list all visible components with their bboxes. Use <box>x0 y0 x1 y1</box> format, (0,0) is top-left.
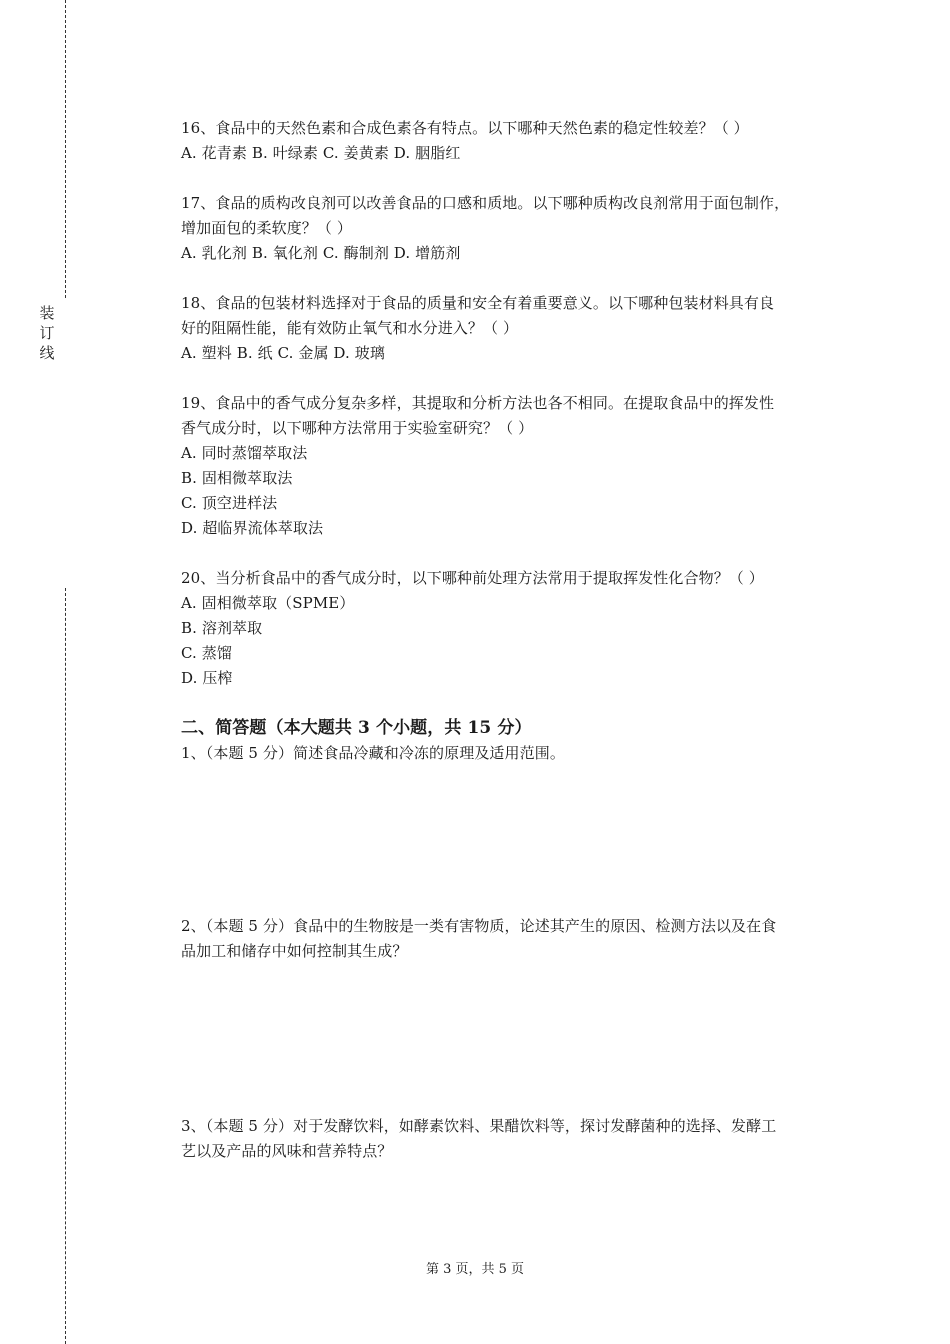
page-number: 第 3 页，共 5 页 <box>425 1262 525 1277</box>
question-20-option-d: D. 压榨 <box>181 669 233 687</box>
question-19-text-line2: 香气成分时，以下哪种方法常用于实验室研究？（ ） <box>181 419 534 437</box>
question-18-text-line1: 18、食品的包装材料选择对于食品的质量和安全有着重要意义。以下哪种包装材料具有良 <box>181 294 775 312</box>
binding-dashed-line-bottom <box>65 588 66 1344</box>
question-18-text-line2: 好的阻隔性能，能有效防止氧气和水分进入？（ ） <box>181 319 519 337</box>
question-20-option-c: C. 蒸馏 <box>181 644 232 662</box>
binding-label-char: 订 <box>39 324 55 342</box>
short-answer-3-line2: 艺以及产品的风味和营养特点？ <box>181 1142 393 1160</box>
section-2-title: 二、简答题（本大题共 3 个小题，共 15 分） <box>181 718 532 738</box>
short-answer-1: 1、（本题 5 分）简述食品冷藏和冷冻的原理及适用范围。 <box>181 744 565 762</box>
question-20-text: 20、当分析食品中的香气成分时，以下哪种前处理方法常用于提取挥发性化合物？（ ） <box>181 569 764 587</box>
question-17-text-line1: 17、食品的质构改良剂可以改善食品的口感和质地。以下哪种质构改良剂常用于面包制作， <box>181 194 790 212</box>
question-16-text: 16、食品中的天然色素和合成色素各有特点。以下哪种天然色素的稳定性较差？（ ） <box>181 119 749 137</box>
question-20-option-b: B. 溶剂萃取 <box>181 619 263 637</box>
short-answer-2-line2: 品加工和储存中如何控制其生成？ <box>181 942 408 960</box>
question-19-option-b: B. 固相微萃取法 <box>181 469 293 487</box>
short-answer-2-line1: 2、（本题 5 分）食品中的生物胺是一类有害物质，论述其产生的原因、检测方法以及在食 <box>181 917 777 935</box>
short-answer-3-line1: 3、（本题 5 分）对于发酵饮料，如酵素饮料、果醋饮料等，探讨发酵菌种的选择、发酵工 <box>181 1117 777 1135</box>
question-16-options: A. 花青素 B. 叶绿素 C. 姜黄素 D. 胭脂红 <box>181 144 461 162</box>
question-20-option-a: A. 固相微萃取（SPME） <box>181 594 355 612</box>
question-19-text-line1: 19、食品中的香气成分复杂多样，其提取和分析方法也各不相同。在提取食品中的挥发性 <box>181 394 775 412</box>
binding-label-char: 线 <box>39 344 55 362</box>
question-17-text-line2: 增加面包的柔软度？（ ） <box>181 219 352 237</box>
binding-dashed-line-top <box>65 0 66 298</box>
question-19-option-d: D. 超临界流体萃取法 <box>181 519 324 537</box>
question-17-options: A. 乳化剂 B. 氧化剂 C. 酶制剂 D. 增筋剂 <box>181 244 461 262</box>
binding-label-char: 装 <box>39 304 55 322</box>
binding-label <box>38 303 56 363</box>
question-19-option-a: A. 同时蒸馏萃取法 <box>181 444 308 462</box>
question-18-options: A. 塑料 B. 纸 C. 金属 D. 玻璃 <box>181 344 385 362</box>
question-19-option-c: C. 顶空进样法 <box>181 494 278 512</box>
